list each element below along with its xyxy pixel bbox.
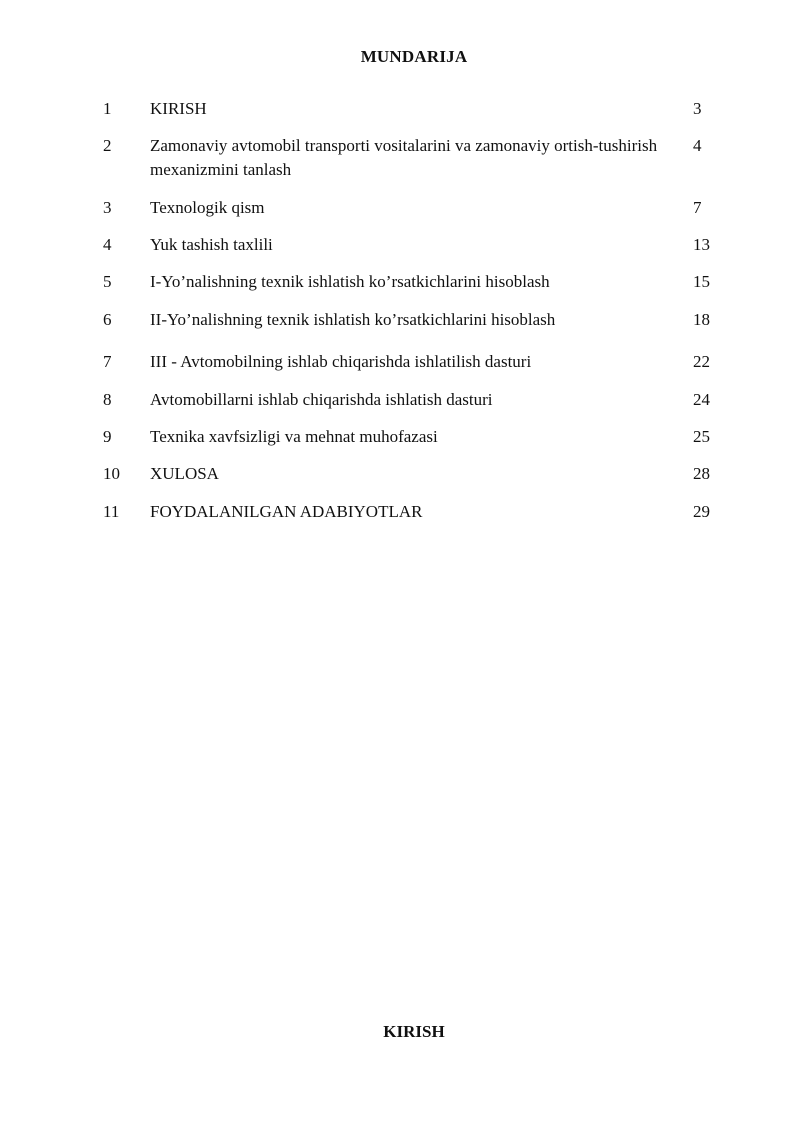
- toc-entry-title: Yuk tashish taxlili: [150, 235, 273, 254]
- toc-entry-title: II-Yo’nalishning texnik ishlatish ko’rsatkichlarini hisoblash: [150, 310, 556, 329]
- toc-entry-page: 15: [693, 272, 710, 291]
- toc-entry-number: 5: [103, 272, 112, 291]
- toc-entry-title: Zamonaviy avtomobil transporti vositalarini va zamonaviy ortish-tushirish mexanizmini tanlash: [150, 136, 658, 179]
- toc-entry-title: I-Yo’nalishning texnik ishlatish ko’rsatkichlarini hisoblash: [150, 272, 550, 291]
- toc-entry-page: 7: [693, 198, 702, 217]
- section-heading: KIRISH: [383, 1022, 445, 1041]
- toc-entry-number: 10: [103, 464, 120, 483]
- page-title: MUNDARIJA: [360, 47, 468, 66]
- toc-entry-number: 3: [103, 198, 112, 217]
- toc-entry-number: 11: [103, 502, 120, 521]
- toc-entry-page: 3: [693, 99, 702, 118]
- toc-entry-number: 9: [103, 427, 112, 446]
- toc-entry-title: XULOSA: [150, 464, 219, 483]
- toc-entry-number: 1: [103, 99, 112, 118]
- toc-entry-title: Avtomobillarni ishlab chiqarishda ishlatish dasturi: [150, 390, 493, 409]
- toc-entry-number: 4: [103, 235, 112, 254]
- toc-entry-page: 24: [693, 390, 710, 409]
- toc-entry-title: Texnologik qism: [150, 198, 265, 217]
- toc-entry-number: 2: [103, 136, 112, 155]
- toc-entry-number: 7: [103, 352, 112, 371]
- toc-entry-number: 8: [103, 390, 112, 409]
- toc-entry-page: 25: [693, 427, 710, 446]
- toc-entry-number: 6: [103, 310, 112, 329]
- toc-entry-title: III - Avtomobilning ishlab chiqarishda ishlatilish dasturi: [150, 352, 532, 371]
- toc-entry-page: 29: [693, 502, 710, 521]
- toc-entry-title: FOYDALANILGAN ADABIYOTLAR: [150, 502, 423, 521]
- toc-entry-page: 28: [693, 464, 710, 483]
- toc-entry-title: KIRISH: [150, 99, 207, 118]
- toc-entry-page: 22: [693, 352, 710, 371]
- toc-entry-page: 18: [693, 310, 710, 329]
- toc-entry-page: 13: [693, 235, 710, 254]
- toc-entry-page: 4: [693, 136, 702, 155]
- toc-entry-title: Texnika xavfsizligi va mehnat muhofazasi: [150, 427, 438, 446]
